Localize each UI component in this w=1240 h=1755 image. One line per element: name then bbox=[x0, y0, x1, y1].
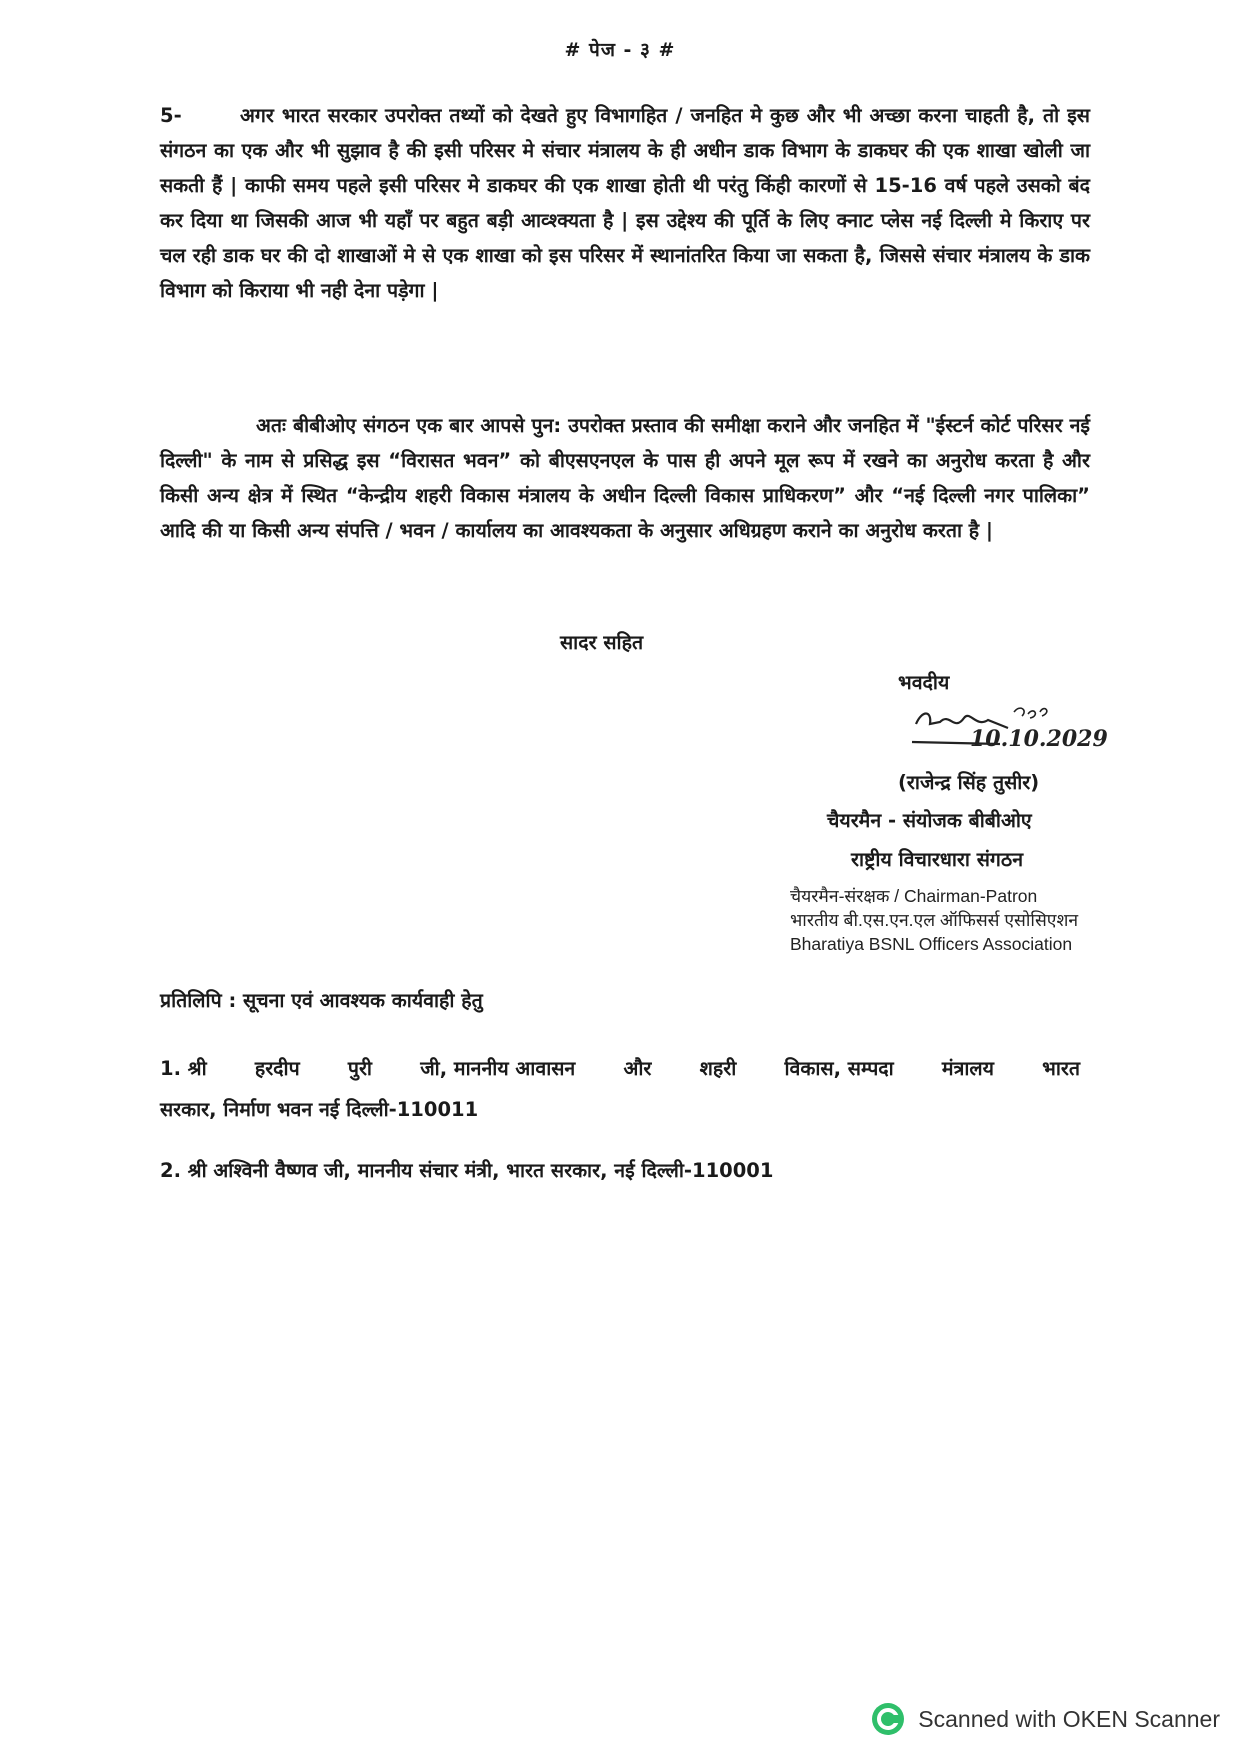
recipient-1-word: शहरी bbox=[699, 1057, 737, 1080]
signatory-organisation: राष्ट्रीय विचारधारा संगठन bbox=[851, 848, 1024, 871]
paragraph-5-text: अगर भारत सरकार उपरोक्त तथ्यों को देखते हुए विभागहित / जनहित मे कुछ और भी अच्छा करना चाहती है, तो इस संगठन का एक और भी सुझाव है की इसी परिसर मे संचार मंत्रालय के ही अधीन डाक विभाग के डाकघर की एक शाखा खोली जा सकती हैं | काफी समय पहले इसी परिसर मे डाकघर की एक शाखा होती थी परंतु किंही कारणों से 15-16 वर्ष पहले उसको बंद कर दिया था जिसकी आज भी यहाँ पर बहुत बड़ी आव्श्क्यता है | इस उद्देश्य की पूर्ति के लिए क्नाट प्लेस नई दिल्ली मे किराए पर चल रही डाक घर की दो शाखाओं मे से एक शाखा को इस परिसर में स्थानांतरित किया जा सकता है, जिससे संचार मंत्रालय के डाक विभाग को किराया भी नही देना पड़ेगा | bbox=[160, 104, 1090, 302]
recipient-1 bbox=[160, 1048, 1080, 1130]
recipient-1-word: जी, माननीय आवासन bbox=[420, 1057, 576, 1080]
recipient-1-word: और bbox=[623, 1057, 652, 1080]
recipient-1-word: भारत bbox=[1042, 1057, 1080, 1080]
scanner-text: Scanned with OKEN Scanner bbox=[918, 1705, 1220, 1732]
recipient-1-word: पुरी bbox=[347, 1057, 372, 1080]
closing-salutation: सादर सहित bbox=[560, 631, 644, 654]
paragraph-number: 5- bbox=[160, 104, 182, 127]
recipient-1-line-2: सरकार, निर्माण भवन नई दिल्ली-110011 bbox=[160, 1098, 479, 1121]
signatory-name: (राजेन्द्र सिंह तुसीर) bbox=[898, 771, 1040, 794]
page-header: # पेज - ३ # bbox=[564, 39, 676, 61]
bhavdiya-label: भवदीय bbox=[898, 671, 950, 694]
oken-scanner-icon bbox=[870, 1701, 906, 1737]
recipient-1-word: 1. श्री bbox=[160, 1057, 207, 1080]
request-paragraph-text: अतः बीबीओए संगठन एक बार आपसे पुन: उपरोक्त प्रस्ताव की समीक्षा कराने और जनहित में "ईस्टर्न कोर्ट परिसर नई दिल्ली" के नाम से प्रसिद्ध इस “विरासत भवन” को बीएसएनएल के पास ही अपने मूल रूप में रखने का अनुरोध करता है और किसी अन्य क्षेत्र में स्थित “केन्द्रीय शहरी विकास मंत्रालय के अधीन दिल्ली विकास प्राधिकरण” और “नई दिल्ली नगर पालिका” आदि की या किसी अन्य संपत्ति / भवन / कार्यालय का आवश्यकता के अनुसार अधिग्रहण कराने का अनुरोध करता है | bbox=[160, 414, 1090, 542]
recipient-1-word: विकास, सम्पदा bbox=[784, 1057, 894, 1080]
scanner-watermark bbox=[870, 1701, 1220, 1737]
stamp-line-2: भारतीय बी.एस.एन.एल ऑफिसर्स एसोसिएशन bbox=[790, 910, 1079, 930]
paragraph-5 bbox=[160, 98, 1090, 308]
recipient-1-word: हरदीप bbox=[254, 1057, 300, 1080]
request-paragraph bbox=[160, 408, 1090, 548]
recipient-2: 2. श्री अश्विनी वैष्णव जी, माननीय संचार मंत्री, भारत सरकार, नई दिल्ली-110001 bbox=[160, 1159, 774, 1182]
handwritten-date: 10.10.2029 bbox=[970, 726, 1108, 752]
official-stamp bbox=[790, 884, 1130, 956]
stamp-line-1: चैयरमैन-संरक्षक / Chairman-Patron bbox=[790, 886, 1038, 906]
stamp-line-3: Bharatiya BSNL Officers Association bbox=[790, 934, 1073, 954]
signatory-designation: चैयरमैन - संयोजक बीबीओए bbox=[827, 809, 1032, 832]
copy-to-heading: प्रतिलिपि : सूचना एवं आवश्यक कार्यवाही हेतु bbox=[160, 989, 483, 1012]
recipient-1-word: मंत्रालय bbox=[941, 1057, 994, 1080]
